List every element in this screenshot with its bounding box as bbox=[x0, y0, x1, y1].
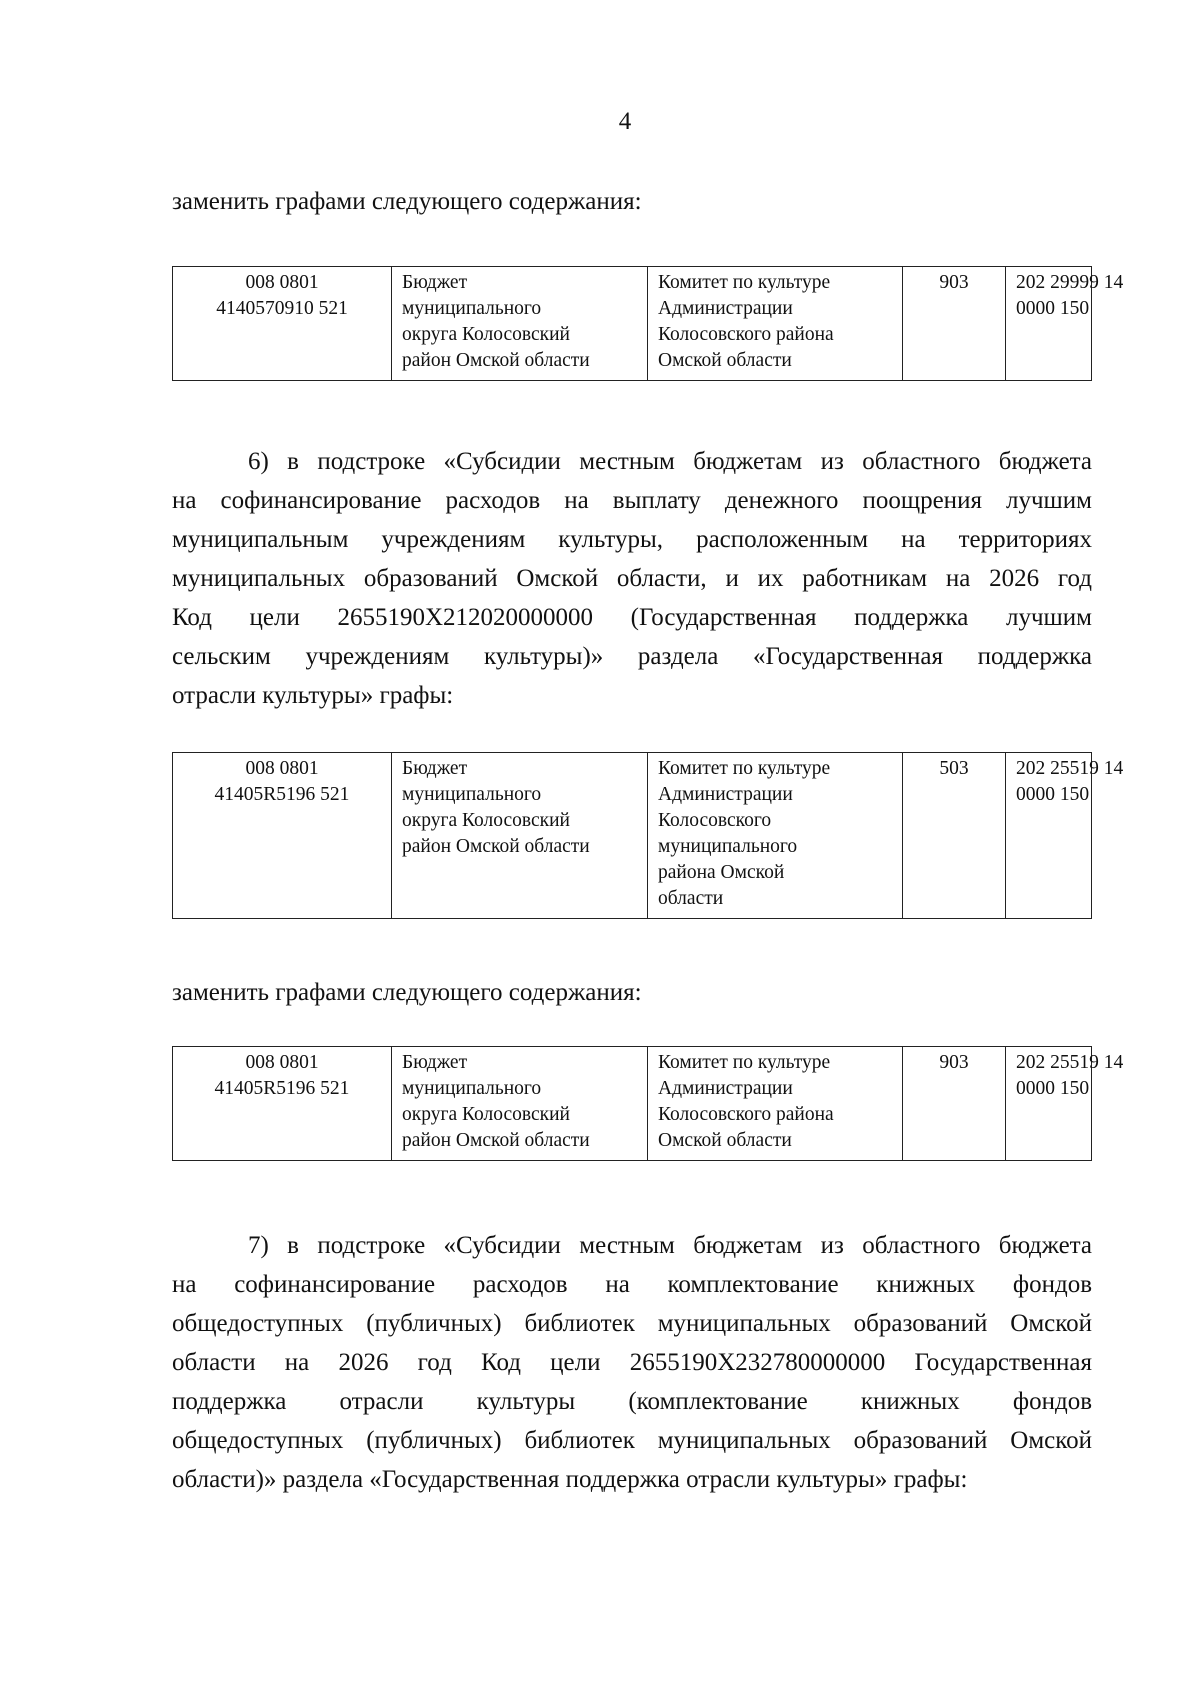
table-row bbox=[173, 267, 1092, 381]
admin-code-cell: 903 bbox=[903, 1047, 1006, 1161]
code-cell: 008 0801 41405R5196 521 bbox=[173, 753, 392, 919]
budget-cell: Бюджет муниципального округа Колосовский район Омской области bbox=[392, 267, 648, 381]
code-cell: 008 0801 4140570910 521 bbox=[173, 267, 392, 381]
replace-instruction: заменить графами следующего содержания: bbox=[172, 188, 642, 215]
budget-cell: Бюджет муниципального округа Колосовский район Омской области bbox=[392, 1047, 648, 1161]
table-new-903-29999 bbox=[172, 266, 1124, 381]
administrator-cell: Комитет по культуре Администрации Колосовского района Омской области bbox=[648, 267, 903, 381]
table-row bbox=[173, 753, 1092, 919]
replace-instruction: заменить графами следующего содержания: bbox=[172, 979, 642, 1006]
admin-code-cell: 503 bbox=[903, 753, 1006, 919]
budget-cell: Бюджет муниципального округа Колосовский район Омской области bbox=[392, 753, 648, 919]
kbk-cell: 202 29999 14 0000 150 bbox=[1006, 267, 1092, 381]
kbk-cell: 202 25519 14 0000 150 bbox=[1006, 1047, 1092, 1161]
table-old-503-25519 bbox=[172, 752, 1124, 919]
administrator-cell: Комитет по культуре Администрации Колосовского района Омской области bbox=[648, 1047, 903, 1161]
code-cell: 008 0801 41405R5196 521 bbox=[173, 1047, 392, 1161]
table-new-903-25519 bbox=[172, 1046, 1124, 1161]
administrator-cell: Комитет по культуре Администрации Колосовского муниципального района Омской области bbox=[648, 753, 903, 919]
kbk-cell: 202 25519 14 0000 150 bbox=[1006, 753, 1092, 919]
page-number: 4 bbox=[618, 108, 632, 135]
admin-code-cell: 903 bbox=[903, 267, 1006, 381]
table-row bbox=[173, 1047, 1092, 1161]
